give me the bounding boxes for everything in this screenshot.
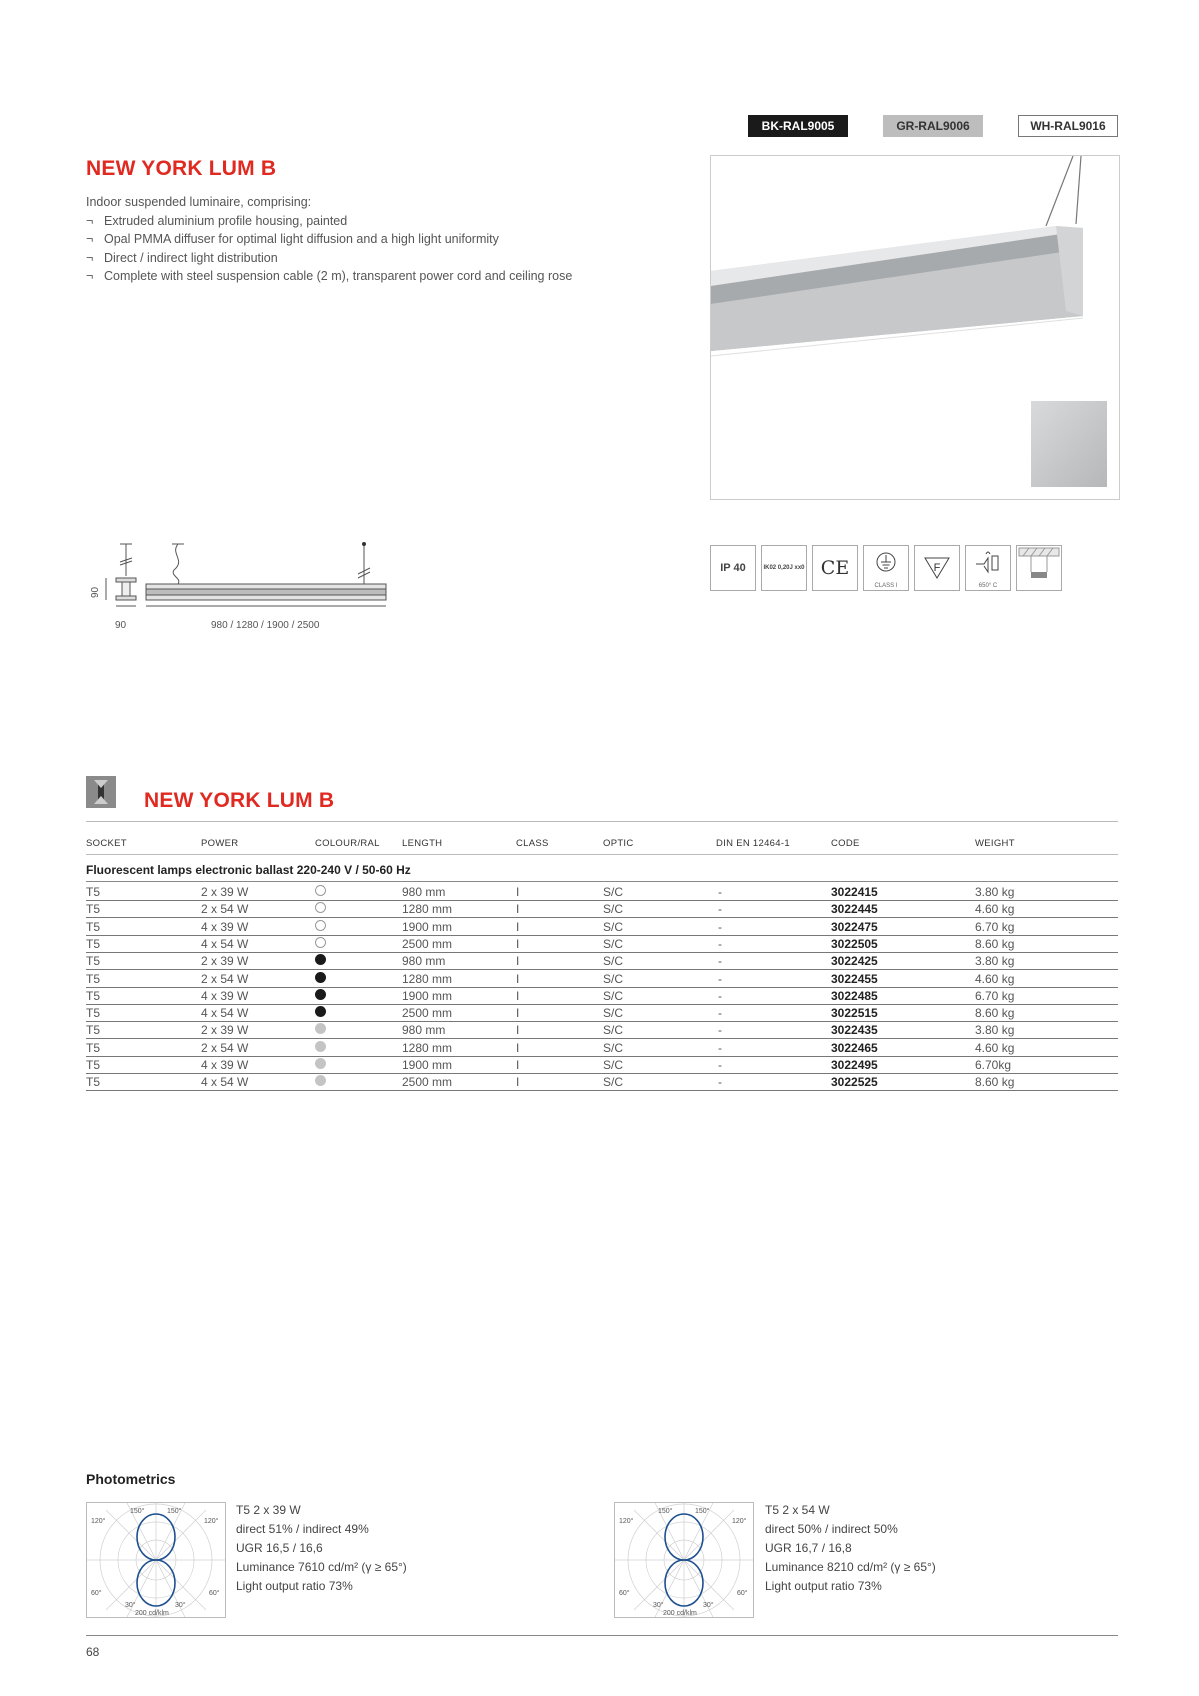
product-thumbnail-icon — [86, 776, 116, 808]
glow-wire-icon: 650° C — [965, 545, 1011, 591]
cell-optic: S/C — [603, 885, 624, 899]
table-row — [86, 900, 1118, 918]
col-length: LENGTH — [402, 838, 443, 849]
col-optic: OPTIC — [603, 838, 634, 849]
cell-din: - — [718, 954, 722, 969]
cell-din: - — [718, 971, 722, 986]
cell-length: 2500 mm — [402, 1075, 453, 1090]
cell-power: 2 x 54 W — [201, 971, 249, 986]
cell-length: 980 mm — [402, 885, 446, 899]
ce-mark-icon: CE — [812, 545, 858, 591]
cell-length: 980 mm — [402, 954, 446, 969]
light-output-ratio: Light output ratio 73% — [765, 1579, 882, 1593]
colour-dot-white — [315, 937, 326, 948]
cell-power: 4 x 39 W — [201, 919, 249, 934]
technical-drawing — [86, 540, 406, 640]
cell-weight: 8.60 kg — [975, 936, 1015, 951]
cell-length: 1900 mm — [402, 988, 453, 1003]
colour-dot-black — [315, 1006, 326, 1017]
f-mark-icon — [914, 545, 960, 591]
table-title: NEW YORK LUM B — [144, 789, 335, 812]
cell-power: 2 x 39 W — [201, 954, 249, 969]
light-distribution: direct 51% / indirect 49% — [236, 1522, 369, 1536]
svg-text:200 cd/klm: 200 cd/klm — [663, 1610, 697, 1617]
length-label: 980 / 1280 / 1900 / 2500 — [211, 620, 320, 631]
cell-socket: T5 — [86, 988, 101, 1003]
cell-length: 1280 mm — [402, 971, 453, 986]
svg-text:30°: 30° — [125, 1602, 136, 1609]
cell-code: 3022505 — [831, 936, 878, 951]
cell-length: 1280 mm — [402, 902, 453, 917]
light-output-ratio: Light output ratio 73% — [236, 1579, 353, 1593]
cell-length: 1900 mm — [402, 919, 453, 934]
cell-class: I — [516, 902, 520, 917]
cell-din: - — [718, 936, 722, 951]
cell-optic: S/C — [603, 1023, 624, 1038]
col-socket: SOCKET — [86, 838, 127, 849]
col-din: DIN EN 12464-1 — [716, 838, 790, 849]
width-label: 90 — [115, 620, 127, 631]
divider — [86, 821, 1118, 822]
cell-socket: T5 — [86, 936, 101, 951]
cell-class: I — [516, 988, 520, 1003]
svg-text:60°: 60° — [619, 1590, 630, 1597]
cell-optic: S/C — [603, 1040, 624, 1055]
cell-power: 2 x 54 W — [201, 1040, 249, 1055]
colour-dot-black — [315, 972, 326, 983]
cell-optic: S/C — [603, 988, 624, 1003]
table-row — [86, 1056, 1118, 1074]
cell-socket: T5 — [86, 971, 101, 986]
svg-text:60°: 60° — [91, 1590, 102, 1597]
cell-socket: T5 — [86, 902, 101, 917]
photometric-data-2 — [765, 1501, 936, 1596]
cell-power: 2 x 39 W — [201, 1023, 249, 1038]
cell-power: 2 x 39 W — [201, 885, 249, 899]
product-title: NEW YORK LUM B — [86, 157, 277, 180]
cell-code: 3022425 — [831, 954, 878, 969]
cell-optic: S/C — [603, 1075, 624, 1090]
lamp-group-label: Fluorescent lamps electronic ballast 220-240 V / 50-60 Hz — [86, 863, 411, 877]
cell-length: 1900 mm — [402, 1058, 453, 1072]
cell-socket: T5 — [86, 1040, 101, 1055]
cell-optic: S/C — [603, 1006, 624, 1021]
svg-text:30°: 30° — [703, 1602, 714, 1609]
page-number: 68 — [86, 1645, 100, 1659]
photometrics-heading: Photometrics — [86, 1471, 176, 1487]
ik-rating-icon: IK02 0,20J xx0 — [761, 545, 807, 591]
ip-rating-icon: IP 40 — [710, 545, 756, 591]
svg-text:30°: 30° — [653, 1602, 664, 1609]
colour-dot-grey — [315, 1041, 326, 1052]
cell-din: - — [718, 1006, 722, 1021]
cell-code: 3022455 — [831, 971, 878, 986]
table-row — [86, 1073, 1118, 1091]
cell-power: 4 x 39 W — [201, 1058, 249, 1072]
svg-text:120°: 120° — [732, 1518, 747, 1525]
cell-code: 3022495 — [831, 1058, 878, 1072]
cell-class: I — [516, 1006, 520, 1021]
luminance-value: Luminance 8210 cd/m² (γ ≥ 65°) — [765, 1560, 936, 1574]
cell-power: 4 x 54 W — [201, 1006, 249, 1021]
cell-din: - — [718, 1023, 722, 1038]
ugr-value: UGR 16,5 / 16,6 — [236, 1541, 323, 1555]
cell-code: 3022515 — [831, 1006, 878, 1021]
cell-code: 3022485 — [831, 988, 878, 1003]
cell-socket: T5 — [86, 1006, 101, 1021]
cell-optic: S/C — [603, 1058, 624, 1072]
description-bullet: ¬ Complete with steel suspension cable (2 m), transparent power cord and ceiling rose — [86, 269, 573, 283]
cell-class: I — [516, 1023, 520, 1038]
cell-code: 3022415 — [831, 885, 878, 899]
colour-tag-black: BK-RAL9005 — [748, 115, 848, 137]
table-row — [86, 935, 1118, 953]
cell-weight: 4.60 kg — [975, 1040, 1015, 1055]
height-label: 90 — [90, 586, 101, 598]
table-row — [86, 1021, 1118, 1039]
cell-optic: S/C — [603, 936, 624, 951]
table-row — [86, 918, 1118, 936]
cell-socket: T5 — [86, 919, 101, 934]
cell-socket: T5 — [86, 1075, 101, 1090]
cell-weight: 3.80 kg — [975, 954, 1015, 969]
cell-socket: T5 — [86, 1023, 101, 1038]
light-distribution: direct 50% / indirect 50% — [765, 1522, 898, 1536]
svg-text:120°: 120° — [91, 1518, 106, 1525]
cell-code: 3022475 — [831, 919, 878, 934]
svg-text:150°: 150° — [130, 1508, 145, 1515]
col-weight: WEIGHT — [975, 838, 1015, 849]
cell-length: 2500 mm — [402, 936, 453, 951]
col-code: CODE — [831, 838, 860, 849]
cell-optic: S/C — [603, 971, 624, 986]
cell-power: 4 x 54 W — [201, 936, 249, 951]
polar-diagram-1 — [86, 1502, 226, 1618]
table-row — [86, 987, 1118, 1005]
colour-tag-grey: GR-RAL9006 — [883, 115, 983, 137]
svg-text:150°: 150° — [695, 1508, 710, 1515]
cell-weight: 6.70 kg — [975, 988, 1015, 1003]
table-row — [86, 970, 1118, 988]
colour-dot-white — [315, 902, 326, 913]
cell-weight: 3.80 kg — [975, 1023, 1015, 1038]
svg-text:150°: 150° — [658, 1508, 673, 1515]
cell-din: - — [718, 902, 722, 917]
col-class: CLASS — [516, 838, 549, 849]
cell-weight: 3.80 kg — [975, 885, 1015, 899]
suspended-mounting-icon — [1016, 545, 1062, 591]
table-row — [86, 883, 1118, 901]
colour-dot-black — [315, 954, 326, 965]
cell-weight: 4.60 kg — [975, 902, 1015, 917]
cell-code: 3022525 — [831, 1075, 878, 1090]
cell-socket: T5 — [86, 954, 101, 969]
svg-text:60°: 60° — [209, 1590, 220, 1597]
cell-code: 3022435 — [831, 1023, 878, 1038]
cell-din: - — [718, 919, 722, 934]
svg-text:200 cd/klm: 200 cd/klm — [135, 1610, 169, 1617]
class-i-icon: CLASS I — [863, 545, 909, 591]
cell-class: I — [516, 954, 520, 969]
col-colour: COLOUR/RAL — [315, 838, 380, 849]
colour-dot-white — [315, 885, 326, 896]
svg-text:30°: 30° — [175, 1602, 186, 1609]
cell-optic: S/C — [603, 954, 624, 969]
table-row — [86, 952, 1118, 970]
colour-dot-white — [315, 920, 326, 931]
cell-length: 980 mm — [402, 1023, 446, 1038]
colour-tags — [748, 115, 1118, 137]
cell-optic: S/C — [603, 902, 624, 917]
colour-dot-grey — [315, 1058, 326, 1069]
cell-code: 3022465 — [831, 1040, 878, 1055]
cell-din: - — [718, 1040, 722, 1055]
col-power: POWER — [201, 838, 239, 849]
luminance-value: Luminance 7610 cd/m² (γ ≥ 65°) — [236, 1560, 407, 1574]
cell-din: - — [718, 1075, 722, 1090]
product-photo — [710, 155, 1120, 500]
cell-weight: 8.60 kg — [975, 1006, 1015, 1021]
cell-class: I — [516, 1040, 520, 1055]
table-row — [86, 1039, 1118, 1057]
cell-class: I — [516, 885, 520, 899]
description-bullet: ¬ Opal PMMA diffuser for optimal light diffusion and a high light uniformity — [86, 232, 499, 246]
cell-weight: 6.70kg — [975, 1058, 1012, 1072]
colour-dot-grey — [315, 1075, 326, 1086]
cell-class: I — [516, 1075, 520, 1090]
cell-power: 2 x 54 W — [201, 902, 249, 917]
divider — [86, 854, 1118, 855]
colour-dot-black — [315, 989, 326, 1000]
lamp-name: T5 2 x 54 W — [765, 1503, 830, 1517]
divider — [86, 881, 1118, 882]
svg-text:120°: 120° — [204, 1518, 219, 1525]
description-intro: Indoor suspended luminaire, comprising: — [86, 195, 312, 209]
cell-weight: 4.60 kg — [975, 971, 1015, 986]
cell-length: 2500 mm — [402, 1006, 453, 1021]
cell-weight: 8.60 kg — [975, 1075, 1015, 1090]
lamp-name: T5 2 x 39 W — [236, 1503, 301, 1517]
cell-din: - — [718, 885, 722, 899]
cell-socket: T5 — [86, 1058, 101, 1072]
product-description — [86, 193, 572, 286]
cell-class: I — [516, 936, 520, 951]
polar-diagram-2 — [614, 1502, 754, 1618]
cell-din: - — [718, 988, 722, 1003]
description-bullet: ¬ Extruded aluminium profile housing, painted — [86, 213, 348, 228]
cell-class: I — [516, 1058, 520, 1072]
cell-class: I — [516, 919, 520, 934]
cell-socket: T5 — [86, 885, 101, 899]
svg-text:F: F — [933, 562, 941, 574]
cell-din: - — [718, 1058, 722, 1072]
cell-optic: S/C — [603, 919, 624, 934]
ugr-value: UGR 16,7 / 16,8 — [765, 1541, 852, 1555]
cell-power: 4 x 54 W — [201, 1075, 249, 1090]
description-bullet: ¬ Direct / indirect light distribution — [86, 250, 278, 265]
svg-text:150°: 150° — [167, 1508, 182, 1515]
photometric-data-1 — [236, 1501, 407, 1596]
svg-text:60°: 60° — [737, 1590, 748, 1597]
footer-divider — [86, 1635, 1118, 1636]
colour-tag-white: WH-RAL9016 — [1018, 115, 1118, 137]
cell-power: 4 x 39 W — [201, 988, 249, 1003]
cell-class: I — [516, 971, 520, 986]
svg-text:120°: 120° — [619, 1518, 634, 1525]
cell-code: 3022445 — [831, 902, 878, 917]
colour-dot-grey — [315, 1023, 326, 1034]
table-row — [86, 1004, 1118, 1022]
cell-weight: 6.70 kg — [975, 919, 1015, 934]
cell-length: 1280 mm — [402, 1040, 453, 1055]
